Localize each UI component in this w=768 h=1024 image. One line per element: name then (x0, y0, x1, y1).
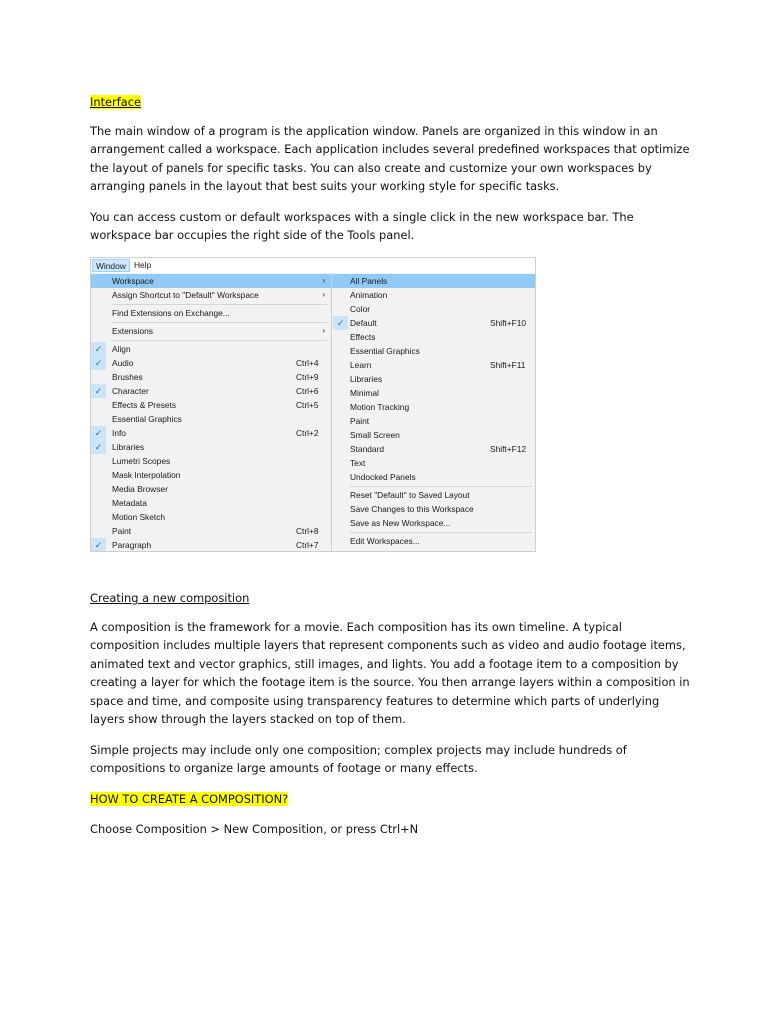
menu-item-motion-sketch[interactable]: Motion Sketch (112, 512, 166, 522)
submenu-item-save-changes[interactable]: Save Changes to this Workspace (350, 504, 474, 514)
submenu-item-essential-graphics[interactable]: Essential Graphics (350, 346, 420, 356)
menu-separator (112, 322, 327, 323)
checkmark-icon: ✓ (91, 538, 106, 552)
menu-item-paragraph[interactable]: ✓ Paragraph Ctrl+7 (91, 538, 331, 552)
checkmark-icon: ✓ (91, 426, 106, 440)
menu-window[interactable]: Window (92, 259, 130, 272)
interface-paragraph-1: The main window of a program is the application window. Panels are organized in this window in an arrangement called a workspace. Each application includes several predefined workspaces that optimize the layout of panels for specific tasks. You can also create and customize your own workspaces by arranging panels in the layout that best suits your working style for specific tasks. (90, 124, 690, 194)
composition-paragraph-2: Simple projects may include only one composition; complex projects may include hundreds of compositions to organize large amounts of footage or many effects. (90, 743, 627, 776)
checkmark-icon: ✓ (333, 316, 348, 330)
menu-item-brushes[interactable]: Brushes Ctrl+9 (112, 372, 319, 382)
composition-heading: Creating a new composition (90, 591, 250, 605)
submenu-item-color[interactable]: Color (350, 304, 371, 314)
submenu-item-motion-tracking[interactable]: Motion Tracking (350, 402, 410, 412)
submenu-arrow-icon: › (322, 326, 325, 335)
menu-item-character[interactable]: ✓ Character Ctrl+6 (91, 384, 331, 398)
window-menu-dropdown (91, 273, 332, 551)
checkmark-icon: ✓ (91, 356, 106, 370)
submenu-arrow-icon: › (322, 276, 325, 285)
menu-item-assign-shortcut[interactable]: Assign Shortcut to "Default" Workspace › (112, 290, 325, 300)
submenu-item-learn[interactable]: Learn Shift+F11 (350, 360, 526, 370)
submenu-item-reset-default[interactable]: Reset "Default" to Saved Layout (350, 490, 470, 500)
menu-separator (350, 532, 532, 533)
menu-separator (350, 486, 532, 487)
menu-item-metadata[interactable]: Metadata (112, 498, 147, 508)
menu-item-essential-graphics[interactable]: Essential Graphics (112, 414, 182, 424)
checkmark-icon: ✓ (91, 342, 106, 356)
submenu-arrow-icon: › (322, 290, 325, 299)
menu-item-media-browser[interactable]: Media Browser (112, 484, 168, 494)
checkmark-icon: ✓ (91, 440, 106, 454)
submenu-item-all-panels[interactable]: All Panels (332, 274, 535, 288)
submenu-item-edit-workspaces[interactable]: Edit Workspaces... (350, 536, 420, 546)
menu-item-effects-presets[interactable]: Effects & Presets Ctrl+5 (112, 400, 319, 410)
menu-item-libraries[interactable]: ✓ Libraries (91, 440, 331, 454)
checkmark-icon: ✓ (91, 384, 106, 398)
submenu-item-text[interactable]: Text (350, 458, 366, 468)
submenu-item-paint[interactable]: Paint (350, 416, 370, 426)
howto-instruction: Choose Composition > New Composition, or press Ctrl+N (90, 822, 419, 836)
window-menu-screenshot (90, 257, 536, 552)
submenu-item-default[interactable]: ✓ Default Shift+F10 (332, 316, 535, 330)
menu-separator (112, 340, 327, 341)
menu-item-extensions[interactable]: Extensions › (112, 326, 325, 336)
menu-item-paint[interactable]: Paint Ctrl+8 (112, 526, 319, 536)
submenu-item-undocked-panels[interactable]: Undocked Panels (350, 472, 416, 482)
menu-item-audio[interactable]: ✓ Audio Ctrl+4 (91, 356, 331, 370)
menu-item-workspace[interactable]: Workspace › (91, 274, 331, 288)
menu-item-lumetri-scopes[interactable]: Lumetri Scopes (112, 456, 171, 466)
composition-paragraph-1: A composition is the framework for a movie. Each composition has its own timeline. A typical composition includes multiple layers that represent components such as video and audio footage items, animated text and vector graphics, still images, and lights. You add a footage item to a composition by creating a layer for which the footage item is the source. You then arrange layers within a composition in space and time, and composite using transparency features to determine which parts of underlying layers show through the layers stacked on top of them. (90, 620, 690, 727)
submenu-item-small-screen[interactable]: Small Screen (350, 430, 400, 440)
submenu-item-standard[interactable]: Standard Shift+F12 (350, 444, 527, 454)
menu-bar (91, 258, 535, 273)
workspace-submenu (332, 273, 535, 551)
submenu-item-libraries[interactable]: Libraries (350, 374, 383, 384)
menu-separator (112, 304, 327, 305)
submenu-item-minimal[interactable]: Minimal (350, 388, 379, 398)
interface-heading: Interface (90, 95, 141, 109)
submenu-item-effects[interactable]: Effects (350, 332, 376, 342)
submenu-item-save-as-new[interactable]: Save as New Workspace... (350, 518, 451, 528)
submenu-item-animation[interactable]: Animation (350, 290, 388, 300)
menu-item-mask-interpolation[interactable]: Mask Interpolation (112, 470, 181, 480)
menu-item-align[interactable]: ✓ Align (91, 342, 331, 356)
menu-help[interactable]: Help (134, 260, 152, 270)
menu-item-info[interactable]: ✓ Info Ctrl+2 (91, 426, 331, 440)
interface-paragraph-2: You can access custom or default workspaces with a single click in the new workspace bar. The workspace bar occupies the right side of the Tools panel. (90, 210, 634, 243)
howto-heading: HOW TO CREATE A COMPOSITION? (90, 792, 289, 806)
menu-item-find-extensions[interactable]: Find Extensions on Exchange... (112, 308, 230, 318)
